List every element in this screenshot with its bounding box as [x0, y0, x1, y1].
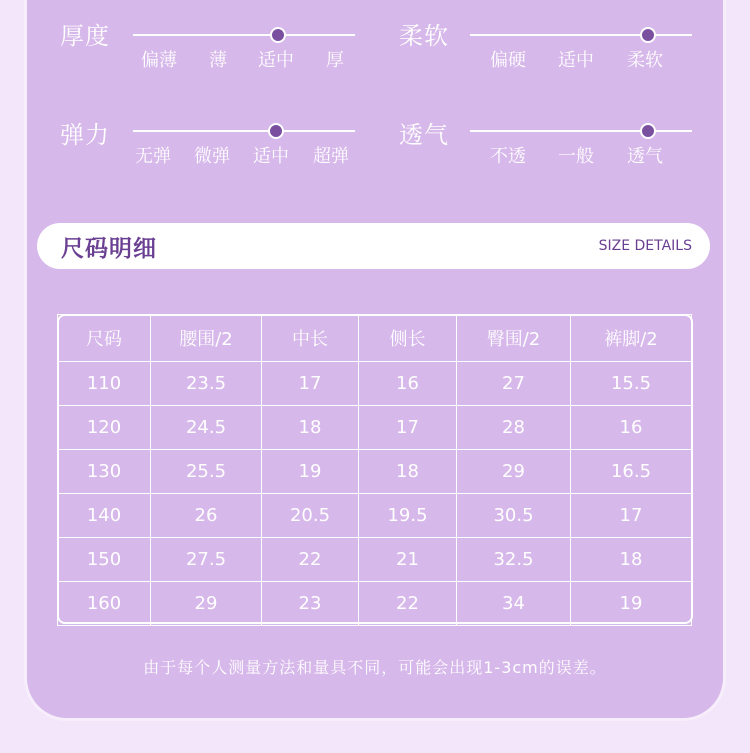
table-cell: 120 [58, 406, 151, 450]
table-row [58, 406, 692, 450]
header-cell: 尺码 [58, 315, 151, 362]
softness-option: 偏硬 [490, 50, 526, 71]
breathability-label: 透气 [399, 121, 449, 149]
softness-indicator [640, 27, 656, 43]
softness-scale [470, 34, 692, 36]
softness-option: 适中 [558, 50, 594, 71]
section-subtitle: SIZE DETAILS [598, 238, 692, 254]
table-cell: 17 [262, 362, 359, 406]
thickness-option: 厚 [326, 50, 344, 71]
breathability-indicator [640, 123, 656, 139]
section-title: 尺码明细 [61, 236, 157, 262]
table-row [58, 538, 692, 582]
table-cell: 27 [457, 362, 571, 406]
thickness-indicator [270, 27, 286, 43]
table-cell: 130 [58, 450, 151, 494]
thickness-option: 薄 [209, 50, 227, 71]
elasticity-option: 微弹 [194, 146, 230, 167]
elasticity-option: 超弹 [313, 146, 349, 167]
table-cell: 16 [571, 406, 692, 450]
breathability-option: 透气 [627, 146, 663, 167]
thickness-option: 适中 [258, 50, 294, 71]
table-cell: 19.5 [359, 494, 457, 538]
thickness-label: 厚度 [60, 22, 110, 50]
elasticity-indicator [268, 123, 284, 139]
header-cell: 中长 [262, 315, 359, 362]
table-row [58, 450, 692, 494]
table-cell: 28 [457, 406, 571, 450]
table-cell: 140 [58, 494, 151, 538]
table-cell: 30.5 [457, 494, 571, 538]
header-cell: 腰围/2 [151, 315, 262, 362]
table-cell: 32.5 [457, 538, 571, 582]
thickness-scale [133, 34, 355, 36]
table-row [58, 362, 692, 406]
table-cell: 23.5 [151, 362, 262, 406]
thickness-option: 偏薄 [141, 50, 177, 71]
table-cell: 18 [571, 538, 692, 582]
table-cell: 21 [359, 538, 457, 582]
softness-option: 柔软 [627, 50, 663, 71]
elasticity-option: 适中 [253, 146, 289, 167]
size-details-header [37, 223, 710, 269]
table-cell: 18 [359, 450, 457, 494]
table-cell: 19 [262, 450, 359, 494]
size-table [57, 314, 692, 626]
table-cell: 22 [359, 582, 457, 626]
elasticity-label: 弹力 [60, 121, 110, 149]
header-cell: 裤脚/2 [571, 315, 692, 362]
elasticity-scale [133, 130, 355, 132]
table-cell: 16.5 [571, 450, 692, 494]
table-cell: 24.5 [151, 406, 262, 450]
measurement-note: 由于每个人测量方法和量具不同，可能会出现1-3cm的误差。 [143, 658, 607, 677]
table-row [58, 582, 692, 626]
table-cell: 22 [262, 538, 359, 582]
table-cell: 15.5 [571, 362, 692, 406]
table-cell: 17 [359, 406, 457, 450]
table-cell: 29 [151, 582, 262, 626]
breathability-option: 不透 [490, 146, 526, 167]
breathability-scale [470, 130, 692, 132]
table-cell: 150 [58, 538, 151, 582]
table-row [58, 494, 692, 538]
header-cell: 臀围/2 [457, 315, 571, 362]
table-cell: 25.5 [151, 450, 262, 494]
table-cell: 23 [262, 582, 359, 626]
table-cell: 20.5 [262, 494, 359, 538]
table-cell: 110 [58, 362, 151, 406]
softness-label: 柔软 [399, 22, 449, 50]
header-cell: 侧长 [359, 315, 457, 362]
table-cell: 29 [457, 450, 571, 494]
elasticity-option: 无弹 [135, 146, 171, 167]
table-cell: 34 [457, 582, 571, 626]
table-cell: 19 [571, 582, 692, 626]
table-cell: 17 [571, 494, 692, 538]
table-header-row [58, 315, 692, 362]
table-cell: 16 [359, 362, 457, 406]
table-cell: 160 [58, 582, 151, 626]
breathability-option: 一般 [558, 146, 594, 167]
table-cell: 26 [151, 494, 262, 538]
table-cell: 27.5 [151, 538, 262, 582]
table-cell: 18 [262, 406, 359, 450]
